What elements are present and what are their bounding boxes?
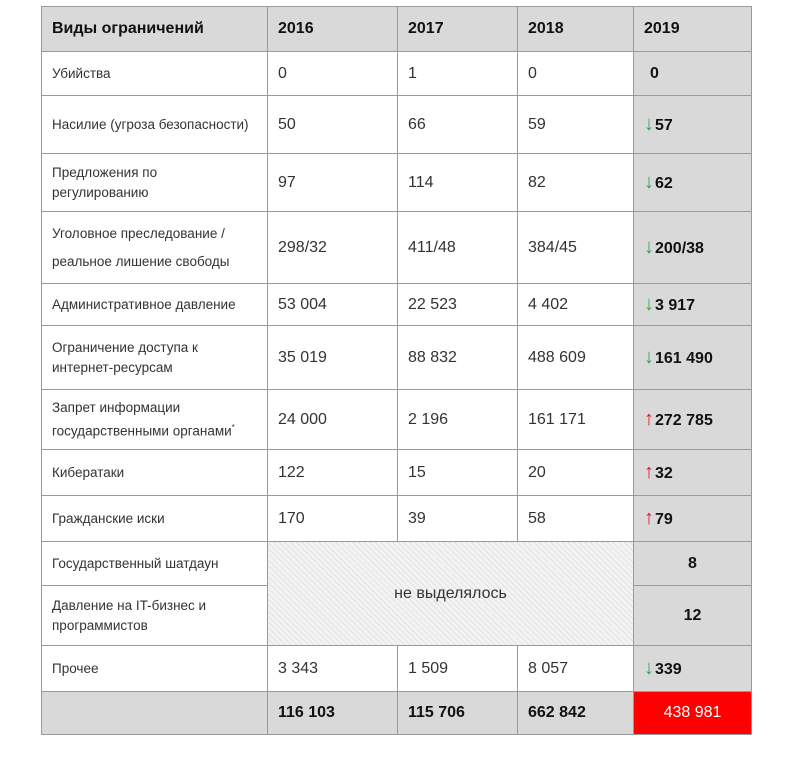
- row-label: Административное давление: [42, 284, 268, 326]
- value-2019: 272 785: [655, 412, 713, 429]
- arrow-up-icon: ↑: [644, 507, 654, 529]
- table-row: [42, 154, 752, 212]
- arrow-down-icon: ↓: [644, 113, 654, 135]
- table-row: [42, 284, 752, 326]
- total-2018: 662 842: [518, 692, 634, 735]
- row-label: Насилие (угроза безопасности): [42, 96, 268, 154]
- table-row: [42, 542, 752, 586]
- value-2019: 161 490: [655, 350, 713, 367]
- header-2019: 2019: [634, 7, 752, 52]
- not-separated-cell: не выделялось: [268, 542, 634, 646]
- footnote-marker: *: [231, 422, 235, 432]
- arrow-up-icon: ↑: [644, 408, 654, 430]
- restrictions-table: [41, 6, 752, 735]
- totals-row: [42, 692, 752, 735]
- header-row: [42, 7, 752, 52]
- arrow-down-icon: ↓: [644, 236, 654, 258]
- cell-2018: 488 609: [518, 326, 634, 390]
- cell-2017: 22 523: [398, 284, 518, 326]
- row-label: Ограничение доступа к интернет-ресурсам: [42, 326, 268, 390]
- cell-2018: 58: [518, 496, 634, 542]
- cell-2019: [634, 154, 752, 212]
- row-label: [42, 390, 268, 450]
- cell-2016: 0: [268, 52, 398, 96]
- header-2018: 2018: [518, 7, 634, 52]
- cell-2018: 20: [518, 450, 634, 496]
- cell-2019: [634, 390, 752, 450]
- arrow-down-icon: ↓: [644, 346, 654, 368]
- row-label: Государственный шатдаун: [42, 542, 268, 586]
- cell-2018: 59: [518, 96, 634, 154]
- cell-2016: 53 004: [268, 284, 398, 326]
- cell-2018: 0: [518, 52, 634, 96]
- cell-2019: [634, 542, 752, 586]
- cell-2017: 2 196: [398, 390, 518, 450]
- total-2016: 116 103: [268, 692, 398, 735]
- cell-2019: [634, 646, 752, 692]
- arrow-down-icon: ↓: [644, 657, 654, 679]
- value-2019: 0: [650, 64, 659, 82]
- cell-2018: 4 402: [518, 284, 634, 326]
- row-label: Прочее: [42, 646, 268, 692]
- arrow-down-icon: ↓: [644, 171, 654, 193]
- cell-2016: 170: [268, 496, 398, 542]
- value-2019: 12: [683, 606, 702, 624]
- cell-2017: 66: [398, 96, 518, 154]
- header-type: Виды ограничений: [42, 7, 268, 52]
- header-2017: 2017: [398, 7, 518, 52]
- cell-2017: 411/48: [398, 212, 518, 284]
- row-label: Гражданские иски: [42, 496, 268, 542]
- value-2019: 8: [688, 554, 697, 572]
- value-2019: 200/38: [655, 240, 704, 257]
- cell-2019: [634, 326, 752, 390]
- table-row: [42, 450, 752, 496]
- cell-2018: 8 057: [518, 646, 634, 692]
- cell-2016: 97: [268, 154, 398, 212]
- cell-2019: [634, 450, 752, 496]
- value-2019: 57: [655, 117, 673, 134]
- table-row: [42, 96, 752, 154]
- cell-2016: 298/32: [268, 212, 398, 284]
- value-2019: 79: [655, 511, 673, 528]
- value-2019: 62: [655, 175, 673, 192]
- cell-2017: 39: [398, 496, 518, 542]
- table-row: [42, 646, 752, 692]
- cell-2019: [634, 212, 752, 284]
- cell-2018: 82: [518, 154, 634, 212]
- cell-2019: [634, 284, 752, 326]
- row-label: Давление на IT-бизнес и программистов: [42, 586, 268, 646]
- cell-2016: 122: [268, 450, 398, 496]
- total-2017: 115 706: [398, 692, 518, 735]
- table-row: [42, 212, 752, 284]
- cell-2016: 3 343: [268, 646, 398, 692]
- table-row: [42, 326, 752, 390]
- table-row: [42, 496, 752, 542]
- arrow-down-icon: ↓: [644, 293, 654, 315]
- row-label-text: Запрет информации государственными органами: [52, 399, 232, 439]
- row-label: Кибератаки: [42, 450, 268, 496]
- table-row: [42, 390, 752, 450]
- cell-2018: 161 171: [518, 390, 634, 450]
- cell-2017: 114: [398, 154, 518, 212]
- cell-2016: 24 000: [268, 390, 398, 450]
- cell-2018: 384/45: [518, 212, 634, 284]
- value-2019: 3 917: [655, 297, 696, 314]
- header-2016: 2016: [268, 7, 398, 52]
- cell-2019: [634, 52, 752, 96]
- cell-2016: 35 019: [268, 326, 398, 390]
- table-row: [42, 52, 752, 96]
- cell-2017: 1 509: [398, 646, 518, 692]
- cell-2017: 88 832: [398, 326, 518, 390]
- row-label: Убийства: [42, 52, 268, 96]
- cell-2017: 1: [398, 52, 518, 96]
- cell-2019: [634, 496, 752, 542]
- row-label: Уголовное преследование / реальное лишение свободы: [42, 212, 268, 284]
- cell-2019: [634, 586, 752, 646]
- cell-2016: 50: [268, 96, 398, 154]
- totals-label: [42, 692, 268, 735]
- total-2019: 438 981: [634, 692, 752, 735]
- row-label: Предложения по регулированию: [42, 154, 268, 212]
- arrow-up-icon: ↑: [644, 461, 654, 483]
- cell-2017: 15: [398, 450, 518, 496]
- value-2019: 339: [655, 661, 682, 678]
- cell-2019: [634, 96, 752, 154]
- value-2019: 32: [655, 465, 673, 482]
